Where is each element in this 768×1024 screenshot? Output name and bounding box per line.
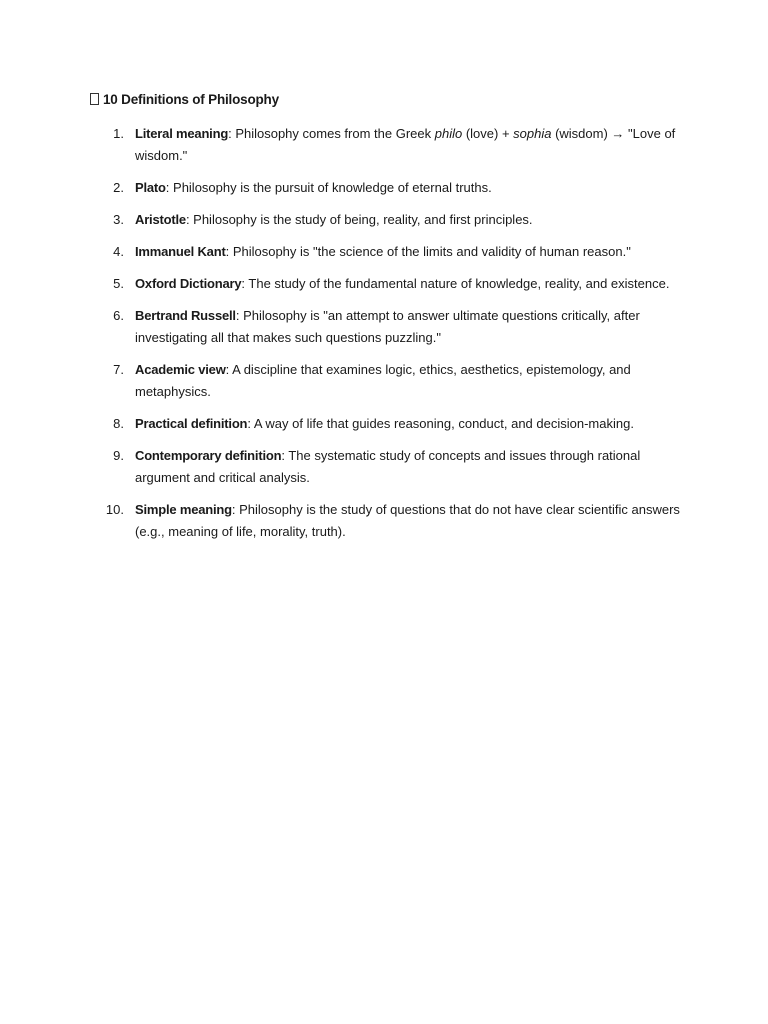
item-number: 3. [113, 212, 124, 227]
definition-text: (wisdom) → "Love of wisdom." [135, 126, 676, 163]
box-glyph-icon [90, 93, 99, 105]
definition-text: : The systematic study of concepts and issues through rational argument and critical analysis. [135, 448, 641, 485]
definition-term: Practical definition [135, 416, 248, 431]
definition-term: Simple meaning [135, 502, 232, 517]
document-heading [90, 92, 279, 107]
item-number: 4. [113, 244, 124, 259]
heading-text: 10 Definitions of Philosophy [103, 92, 279, 107]
item-number: 1. [113, 126, 124, 141]
definition-item-5 [90, 273, 680, 295]
item-number: 5. [113, 276, 124, 291]
definitions-list [90, 123, 680, 553]
item-number: 7. [113, 362, 124, 377]
definition-term: Immanuel Kant [135, 244, 226, 259]
definition-text: : Philosophy is "the science of the limits and validity of human reason." [225, 244, 631, 259]
definition-text: : A way of life that guides reasoning, conduct, and decision-making. [247, 416, 634, 431]
definition-term: Oxford Dictionary [135, 276, 242, 291]
greek-word-sophia: sophia [513, 126, 552, 141]
definition-term: Academic view [135, 362, 226, 377]
definition-term: Bertrand Russell [135, 308, 236, 323]
definition-item-6 [90, 305, 680, 349]
item-number: 8. [113, 416, 124, 431]
item-number: 2. [113, 180, 124, 195]
definition-term: Contemporary definition [135, 448, 282, 463]
definition-item-9 [90, 445, 680, 489]
definition-item-4 [90, 241, 680, 263]
definition-text: : A discipline that examines logic, ethics, aesthetics, epistemology, and metaphysics. [135, 362, 631, 399]
definition-text: : The study of the fundamental nature of knowledge, reality, and existence. [241, 276, 670, 291]
item-number: 9. [113, 448, 124, 463]
definition-item-10 [90, 499, 680, 543]
definition-text: : Philosophy is the study of being, reality, and first principles. [185, 212, 533, 227]
definition-item-7 [90, 359, 680, 403]
item-number: 10. [105, 502, 124, 517]
definition-item-1 [90, 123, 680, 167]
definition-item-3 [90, 209, 680, 231]
definition-text: : Philosophy comes from the Greek [228, 126, 435, 141]
definition-term: Aristotle [135, 212, 186, 227]
definition-term: Plato [135, 180, 166, 195]
definition-text: : Philosophy is "an attempt to answer ultimate questions critically, after investigating all that makes such questions puzzling." [135, 308, 640, 345]
definition-term: Literal meaning [135, 126, 229, 141]
definition-item-8 [90, 413, 680, 435]
definition-text: : Philosophy is the study of questions that do not have clear scientific answers (e.g., meaning of life, morality, truth). [135, 502, 680, 539]
definition-text: : Philosophy is the pursuit of knowledge of eternal truths. [165, 180, 492, 195]
definition-item-2 [90, 177, 680, 199]
definition-text: (love) + [462, 126, 514, 141]
item-number: 6. [113, 308, 124, 323]
greek-word-philo: philo [434, 126, 463, 141]
